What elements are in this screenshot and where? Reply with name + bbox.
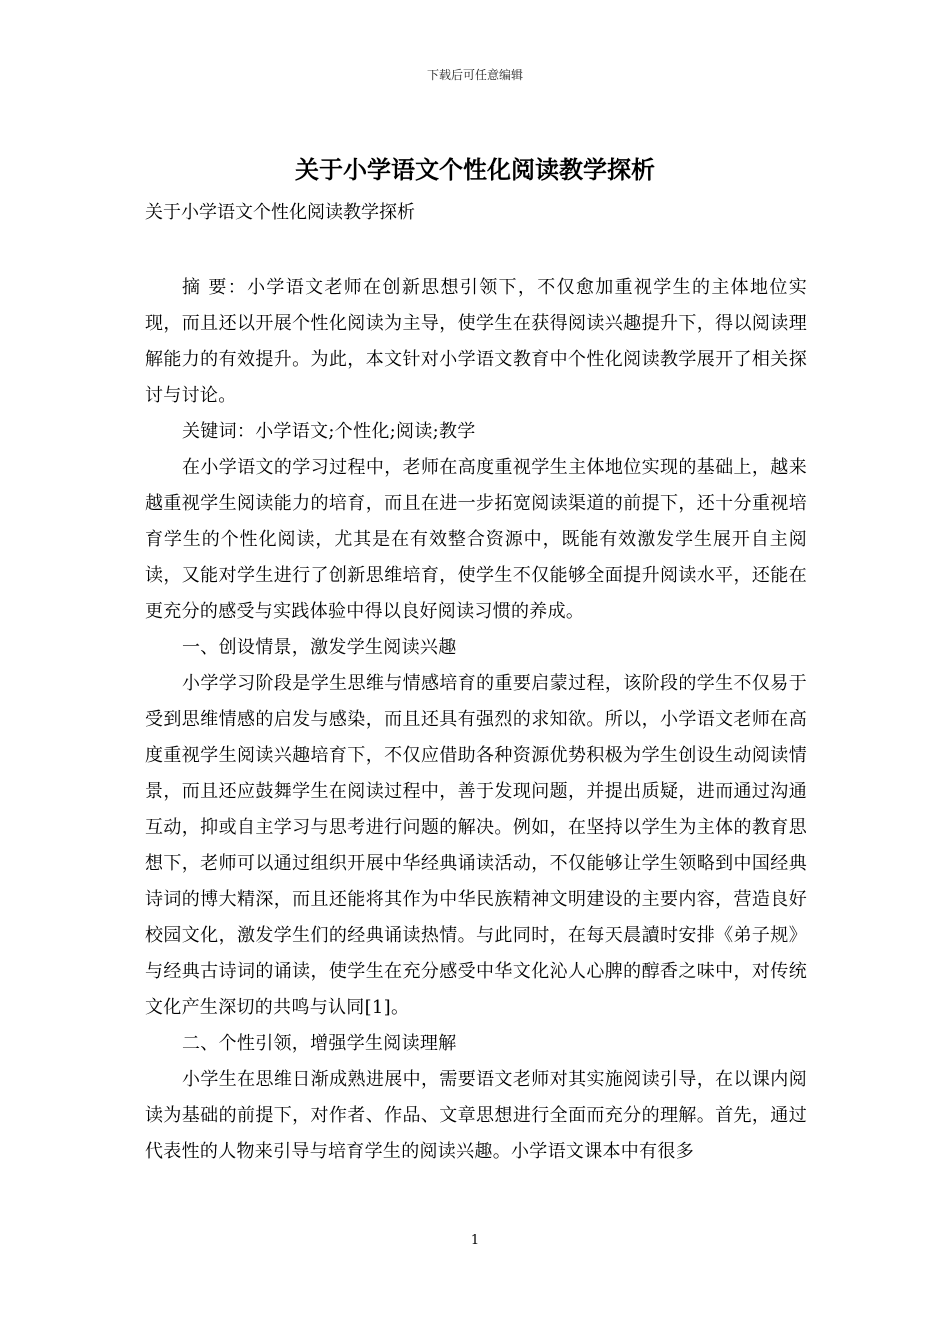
intro-paragraph: 在小学语文的学习过程中，老师在高度重视学生主体地位实现的基础上，越来越重视学生阅读能力的培育，而且在进一步拓宽阅读渠道的前提下，还十分重视培育学生的个性化阅读，尤其是在有效整合资源中，既能有效激发学生展开自主阅读，又能对学生进行了创新思维培育，使学生不仅能够全面提升阅读水平，还能在更充分的感受与实践体验中得以良好阅读习惯的养成。: [145, 457, 807, 622]
abstract-paragraph: 摘 要：小学语文老师在创新思想引领下，不仅愈加重视学生的主体地位实现，而且还以开展个性化阅读为主导，使学生在获得阅读兴趣提升下，得以阅读理解能力的有效提升。为此，本文针对小学语文教育中个性化阅读教学展开了相关探讨与讨论。: [145, 277, 807, 406]
page-header-note: 下载后可任意编辑: [426, 68, 523, 82]
document-subtitle: 关于小学语文个性化阅读教学探析: [145, 202, 415, 223]
section-heading-2: 二、个性引领，增强学生阅读理解: [182, 1033, 457, 1054]
page-number: 1: [470, 1233, 480, 1248]
document-title: 关于小学语文个性化阅读教学探析: [295, 155, 655, 184]
keywords-paragraph: 关键词：小学语文;个性化;阅读;教学: [182, 421, 476, 442]
document-body: [145, 270, 807, 1170]
section-heading-1: 一、创设情景，激发学生阅读兴趣: [182, 637, 457, 658]
section-1-paragraph: 小学学习阶段是学生思维与情感培育的重要启蒙过程，该阶段的学生不仅易于受到思维情感的启发与感染，而且还具有强烈的求知欲。所以，小学语文老师在高度重视学生阅读兴趣培育下，不仅应借助各种资源优势积极为学生创设生动阅读情景，而且还应鼓舞学生在阅读过程中，善于发现问题，并提出质疑，进而通过沟通互动，抑或自主学习与思考进行问题的解决。例如，在坚持以学生为主体的教育思想下，老师可以通过组织开展中华经典诵读活动，不仅能够让学生领略到中国经典诗词的博大精深，而且还能将其作为中华民族精神文明建设的主要内容，营造良好校园文化，激发学生们的经典诵读热情。与此同时，在每天晨讀时安排《弟子规》与经典古诗词的诵读，使学生在充分感受中华文化沁人心脾的醇香之味中，对传统文化产生深切的共鸣与认同[1]。: [145, 673, 807, 1018]
section-2-paragraph: 小学生在思维日渐成熟进展中，需要语文老师对其实施阅读引导，在以课内阅读为基础的前提下，对作者、作品、文章思想进行全面而充分的理解。首先，通过代表性的人物来引导与培育学生的阅读兴趣。小学语文课本中有很多: [145, 1069, 807, 1162]
